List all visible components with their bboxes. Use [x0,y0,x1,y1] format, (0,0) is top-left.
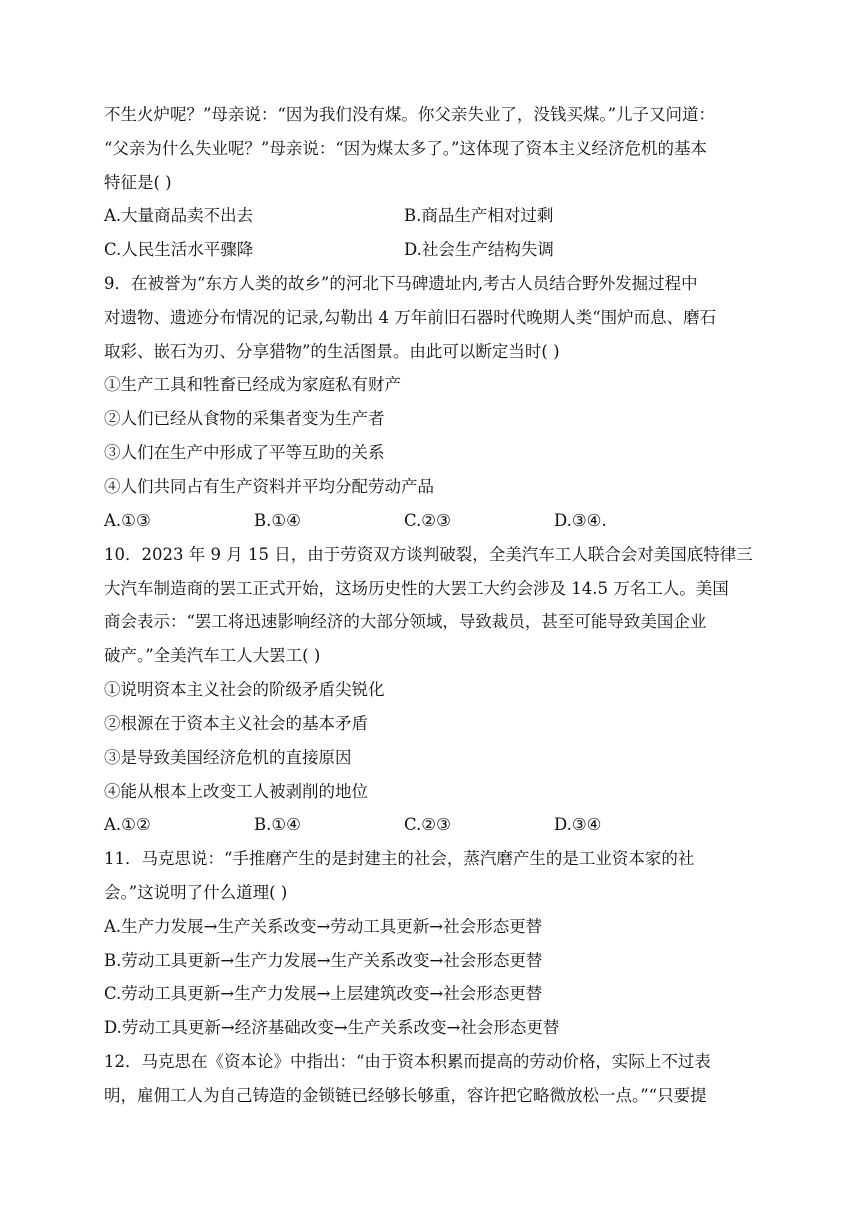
q8-line-1: 不生火炉呢？”母亲说：“因为我们没有煤。你父亲失业了，没钱买煤。”儿子又问道： [104,105,716,124]
q9-option-a: A.①③ [104,511,151,530]
q10-option-b: B.①④ [254,815,301,834]
q10-option-d: D.③④ [554,815,602,834]
q9-statement-3: ③人们在生产中形成了平等互助的关系 [104,443,385,462]
q10-line-4: 破产。”全美汽车工人大罢工( ) [104,646,321,665]
q10-line-2: 大汽车制造商的罢工正式开始，这场历史性的大罢工大约会涉及 14.5 万名工人。美国 [104,579,729,598]
q10-line-1: 10．2023 年 9 月 15 日，由于劳资双方谈判破裂，全美汽车工人联合会对美国底特律三 [104,545,753,564]
q12-line-1: 12．马克思在《资本论》中指出：“由于资本积累而提高的劳动价格，实际上不过表 [104,1052,711,1071]
q11-option-a: A.生产力发展→生产关系改变→劳动工具更新→社会形态更替 [104,917,543,936]
q8-option-c: C.人民生活水平骤降 [104,240,254,259]
q9-option-c: C.②③ [404,511,451,530]
q10-option-a: A.①② [104,815,151,834]
q12-line-2: 明，雇佣工人为自己铸造的金锁链已经够长够重，容许把它略微放松一点。”“只要提 [104,1086,707,1105]
q8-option-b: B.商品生产相对过剩 [404,206,554,225]
q9-statement-2: ②人们已经从食物的采集者变为生产者 [104,409,385,428]
q9-option-d: D.③④. [554,511,607,530]
q9-line-1: 9．在被誉为“东方人类的故乡”的河北下马碑遗址内,考古人员结合野外发掘过程中 [104,274,698,293]
q11-line-2: 会。”这说明了什么道理( ) [104,883,288,902]
q10-statement-2: ②根源在于资本主义社会的基本矛盾 [104,714,368,733]
q8-line-2: “父亲为什么失业呢？”母亲说：“因为煤太多了。”这体现了资本主义经济危机的基本 [104,139,707,158]
q10-line-3: 商会表示：“罢工将迅速影响经济的大部分领域，导致裁员，甚至可能导致美国企业 [104,612,707,631]
q8-option-d: D.社会生产结构失调 [404,240,554,259]
q11-line-1: 11．马克思说：“手推磨产生的是封建主的社会，蒸汽磨产生的是工业资本家的社 [104,849,695,868]
q10-statement-3: ③是导致美国经济危机的直接原因 [104,748,352,767]
q10-option-c: C.②③ [404,815,451,834]
q11-option-b: B.劳动工具更新→生产力发展→生产关系改变→社会形态更替 [104,951,543,970]
q9-statement-1: ①生产工具和牲畜已经成为家庭私有财产 [104,375,401,394]
q9-statement-4: ④人们共同占有生产资料并平均分配劳动产品 [104,477,434,496]
q8-option-a: A.大量商品卖不出去 [104,206,254,225]
q10-statement-1: ①说明资本主义社会的阶级矛盾尖锐化 [104,680,385,699]
q11-option-c: C.劳动工具更新→生产力发展→上层建筑改变→社会形态更替 [104,984,543,1003]
q9-option-b: B.①④ [254,511,301,530]
q9-line-2: 对遗物、遗迹分布情况的记录,勾勒出 4 万年前旧石器时代晚期人类“围炉而息、磨石 [104,308,717,327]
q8-line-3: 特征是( ) [104,173,172,192]
q10-statement-4: ④能从根本上改变工人被剥削的地位 [104,782,368,801]
q11-option-d: D.劳动工具更新→经济基础改变→生产关系改变→社会形态更替 [104,1018,560,1037]
q9-line-3: 取彩、嵌石为刃、分享猎物”的生活图景。由此可以断定当时( ) [104,342,560,361]
